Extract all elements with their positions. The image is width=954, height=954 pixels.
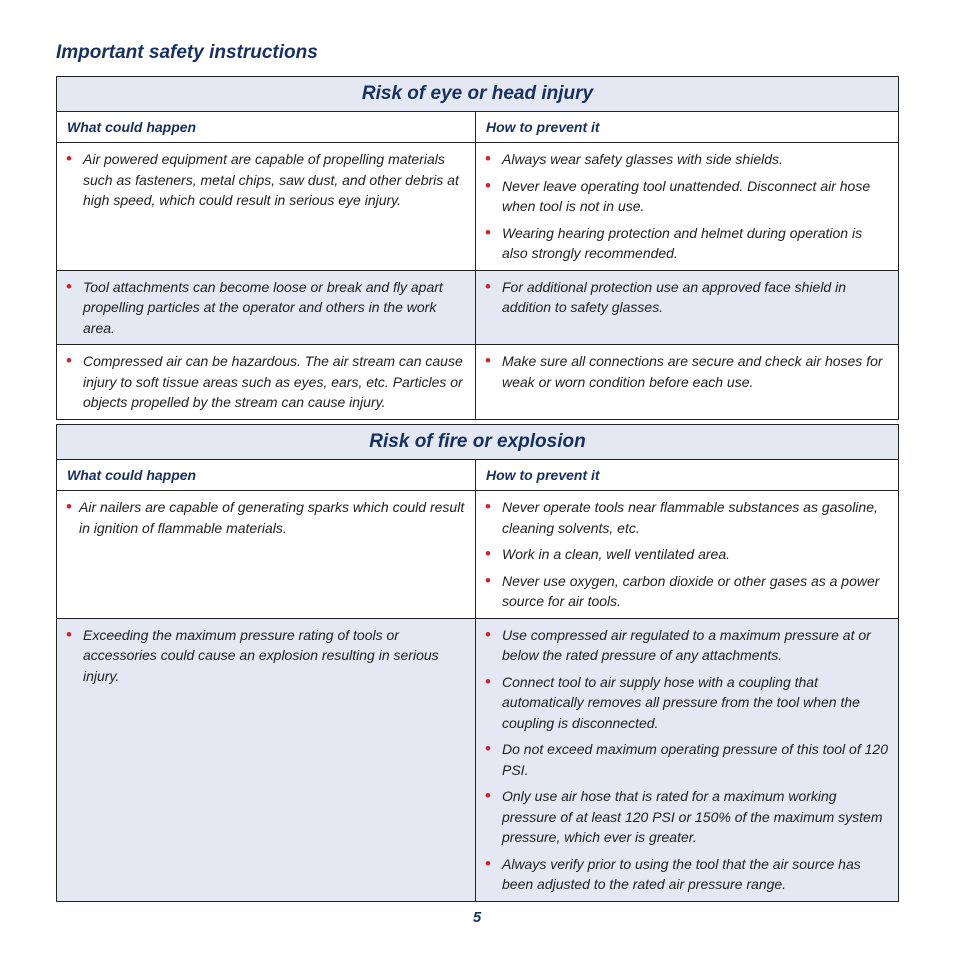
hazard-cell [57,270,476,345]
prevention-item: • Make sure all connections are secure and check air hoses for weak or worn condition before each use. [485,351,890,392]
hazard-cell [57,491,476,619]
prevention-item: • For additional protection use an approved face shield in addition to safety glasses. [485,277,890,318]
prevention-item: • Never leave operating tool unattended. Disconnect air hose when tool is not in use. [485,176,890,217]
table-row [57,270,899,345]
page-title: Important safety instructions [56,42,318,63]
hazard-item: • Tool attachments can become loose or break and fly apart propelling particles at the operator and others in the work area. [66,277,467,339]
table-row [57,491,899,619]
table-title: Risk of eye or head injury [57,77,899,112]
prevention-cell [476,143,899,271]
prevention-item: • Always verify prior to using the tool that the air source has been adjusted to the rated air pressure range. [485,854,890,895]
column-header-how-to-prevent: How to prevent it [476,460,899,491]
prevention-item: • Never operate tools near flammable substances as gasoline, cleaning solvents, etc. [485,497,890,538]
prevention-item: • Do not exceed maximum operating pressure of this tool of 120 PSI. [485,739,890,780]
prevention-cell [476,270,899,345]
table-row [57,345,899,420]
prevention-cell [476,618,899,901]
prevention-item: • Connect tool to air supply hose with a coupling that automatically removes all pressure from the tool when the coupling is disconnected. [485,672,890,734]
prevention-cell [476,345,899,420]
hazard-item: • Air powered equipment are capable of propelling materials such as fasteners, metal chips, saw dust, and other debris at high speed, which could result in serious eye injury. [66,149,467,211]
prevention-item: • Never use oxygen, carbon dioxide or other gases as a power source for air tools. [485,571,890,612]
column-header-what-could-happen: What could happen [57,460,476,491]
hazard-cell [57,345,476,420]
column-header-what-could-happen: What could happen [57,112,476,143]
prevention-item: • Use compressed air regulated to a maximum pressure at or below the rated pressure of any attachments. [485,625,890,666]
prevention-item: • Only use air hose that is rated for a maximum working pressure of at least 120 PSI or 150% of the maximum system pressure, which ever is greater. [485,786,890,848]
page-number: 5 [472,909,482,926]
table-title: Risk of fire or explosion [57,425,899,460]
prevention-item: • Work in a clean, well ventilated area. [485,544,890,565]
prevention-item: • Always wear safety glasses with side shields. [485,149,890,170]
eye-head-injury-table [56,76,899,420]
table-row [57,618,899,901]
hazard-cell [57,143,476,271]
fire-explosion-table [56,424,899,902]
hazard-cell [57,618,476,901]
prevention-cell [476,491,899,619]
prevention-item: • Wearing hearing protection and helmet during operation is also strongly recommended. [485,223,890,264]
hazard-item: • Exceeding the maximum pressure rating of tools or accessories could cause an explosion resulting in serious injury. [66,625,467,687]
hazard-item: • Compressed air can be hazardous. The air stream can cause injury to soft tissue areas such as eyes, ears, etc. Particles or objects propelled by the stream can cause injury. [66,351,467,413]
hazard-item: • Air nailers are capable of generating sparks which could result in ignition of flammable materials. [66,497,467,538]
table-row [57,143,899,271]
column-header-how-to-prevent: How to prevent it [476,112,899,143]
